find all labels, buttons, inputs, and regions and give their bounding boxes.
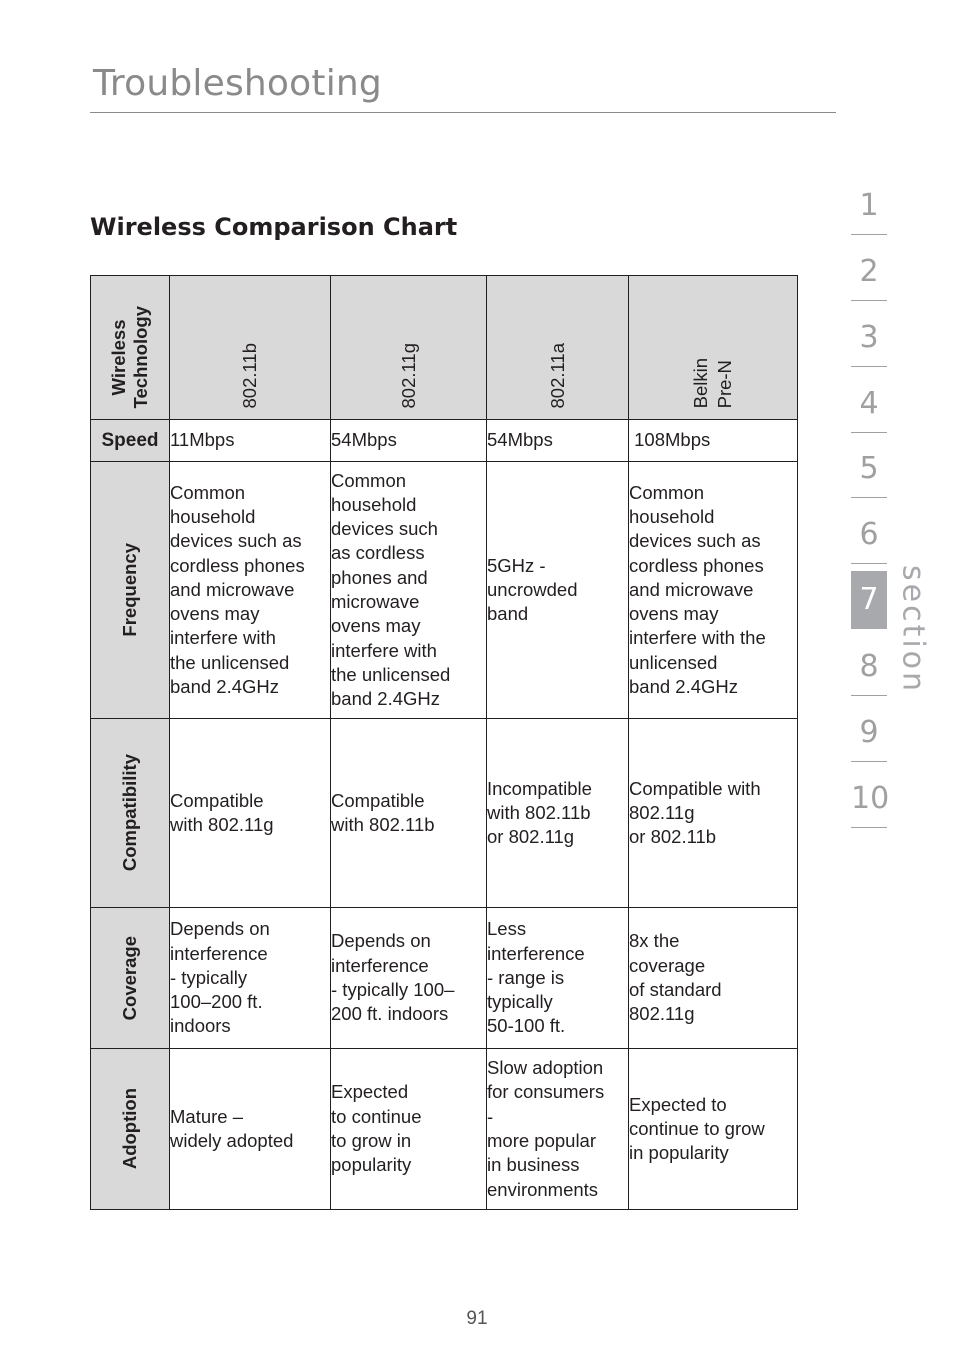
- row-label-cell: [91, 719, 170, 908]
- page-number: 91: [466, 1308, 488, 1329]
- section-divider: [851, 234, 887, 235]
- section-label: section: [895, 565, 931, 695]
- table-cell: 54Mbps: [331, 420, 487, 462]
- section-divider: [851, 366, 887, 367]
- header-divider: [90, 112, 836, 113]
- table-row-compatibility: [91, 719, 798, 908]
- tech-header-label: 802.11g: [397, 342, 419, 408]
- table-cell: Compatible with 802.11g: [170, 719, 331, 908]
- section-number[interactable]: 10: [851, 781, 890, 816]
- table-cell: Compatible with 802.11b: [331, 719, 487, 908]
- section-number[interactable]: 5: [859, 451, 879, 486]
- table-cell: Common household devices such as cordless phones and microwave ovens may interfere with the unlicensed band 2.4GHz: [170, 462, 331, 719]
- table-cell: 54Mbps: [487, 420, 629, 462]
- table-cell: Depends on interference - typically 100– 200 ft. indoors: [331, 908, 487, 1049]
- table-cell: Mature – widely adopted: [170, 1049, 331, 1210]
- tech-header-label: 802.11b: [239, 342, 260, 408]
- row-label-frequency: Frequency: [119, 543, 140, 637]
- table-row-frequency: [91, 462, 798, 719]
- table-row-adoption: [91, 1049, 798, 1210]
- table-cell: 108Mbps: [629, 420, 798, 462]
- section-divider: [851, 695, 887, 696]
- table-cell: Common household devices such as cordless phones and microwave ovens may interfere with the unlicensed band 2.4GHz: [331, 462, 487, 719]
- table-cell: 11Mbps: [170, 420, 331, 462]
- table-row-coverage: [91, 908, 798, 1049]
- row-label-adoption: Adoption: [119, 1088, 140, 1170]
- section-divider: [851, 300, 887, 301]
- row-label-cell: [91, 420, 170, 462]
- row-label-cell: [91, 908, 170, 1049]
- chart-title: Wireless Comparison Chart: [90, 213, 458, 241]
- table-cell: Incompatible with 802.11b or 802.11g: [487, 719, 629, 908]
- section-divider: [851, 827, 887, 828]
- tech-header-cell: [170, 276, 331, 420]
- section-number[interactable]: 6: [859, 517, 879, 552]
- section-number-active[interactable]: 7: [851, 571, 887, 629]
- tech-header-cell: [331, 276, 487, 420]
- table-row-speed: [91, 420, 798, 462]
- table-cell: Depends on interference - typically 100–200 ft. indoors: [170, 908, 331, 1049]
- table-cell: Common household devices such as cordless phones and microwave ovens may interfere with the unlicensed band 2.4GHz: [629, 462, 798, 719]
- table-cell: Expected to continue to grow in popularity: [629, 1049, 798, 1210]
- section-divider: [851, 761, 887, 762]
- page-header-title: Troubleshooting: [93, 63, 382, 104]
- tech-header-label: Belkin Pre-N: [690, 357, 735, 408]
- row-label-compatibility: Compatibility: [119, 754, 140, 872]
- section-number[interactable]: 2: [859, 254, 879, 289]
- table-cell: Compatible with 802.11g or 802.11b: [629, 719, 798, 908]
- section-number[interactable]: 1: [859, 188, 879, 223]
- table-cell: Slow adoption for consumers - more popular in business environments: [487, 1049, 629, 1210]
- row-label-speed: Speed: [101, 429, 159, 451]
- row-label-cell: [91, 1049, 170, 1210]
- tech-header-label: 802.11a: [546, 342, 568, 408]
- section-number[interactable]: 8: [859, 649, 879, 684]
- corner-header-cell: [91, 276, 170, 420]
- wireless-comparison-table: [90, 275, 798, 1210]
- row-label-cell: [91, 462, 170, 719]
- section-number[interactable]: 4: [859, 386, 879, 421]
- table-cell: Expected to continue to grow in popularity: [331, 1049, 487, 1210]
- row-label-coverage: Coverage: [119, 935, 140, 1021]
- table-cell: Less interference - range is typically 50-100 ft.: [487, 908, 629, 1049]
- table-cell: 8x the coverage of standard 802.11g: [629, 908, 798, 1049]
- tech-header-cell: [487, 276, 629, 420]
- tech-header-cell: [629, 276, 798, 420]
- table-header-row: [91, 276, 798, 420]
- section-divider: [851, 563, 887, 564]
- section-divider: [851, 432, 887, 433]
- section-number[interactable]: 9: [859, 715, 879, 750]
- corner-header-label: Wireless Technology: [108, 305, 151, 408]
- section-number[interactable]: 3: [859, 320, 879, 355]
- section-divider: [851, 497, 887, 498]
- table-cell: 5GHz - uncrowded band: [487, 462, 629, 719]
